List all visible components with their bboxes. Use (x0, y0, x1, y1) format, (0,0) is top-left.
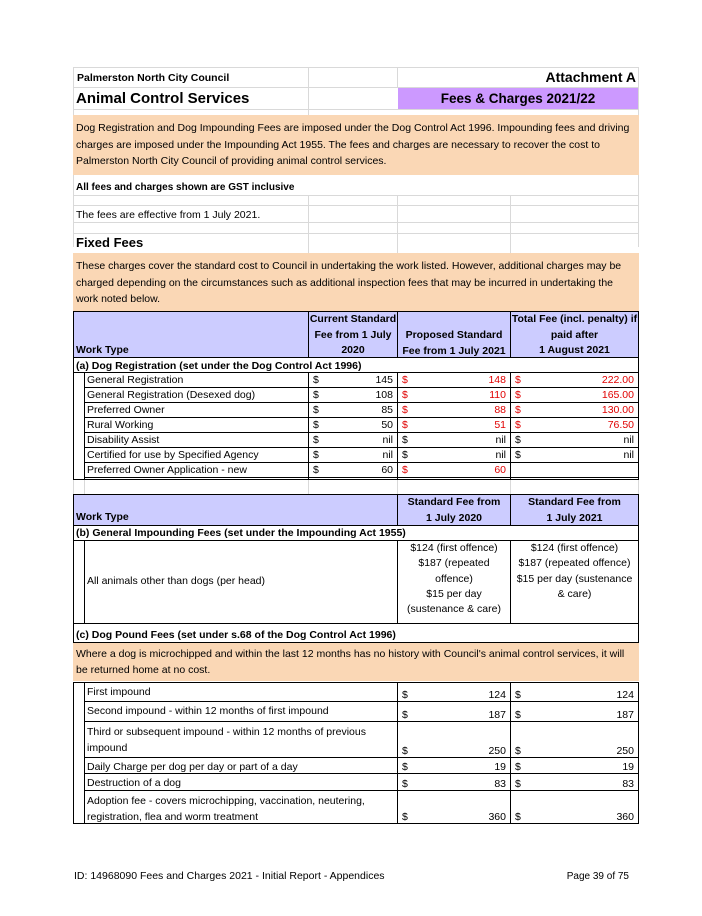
currency-symbol: $ (515, 709, 521, 721)
total-fee: 76.50 (607, 419, 634, 431)
fixed-fees-heading: Fixed Fees (76, 235, 144, 250)
table2-col-2021: Standard Fee from 1 July 2021 (528, 496, 621, 524)
currency-symbol: $ (402, 449, 408, 461)
fee-2021: 83 (622, 778, 634, 790)
currency-symbol: $ (515, 449, 521, 461)
table-row (73, 463, 639, 478)
currency-symbol: $ (515, 761, 521, 773)
pound-fee-item-name: Second impound - within 12 months of first impound (87, 705, 329, 717)
table2-section-b: (b) General Impounding Fees (set under the Impounding Act 1955) (76, 527, 406, 539)
fee-2020: 124 (488, 689, 506, 701)
table-row (73, 373, 639, 388)
table1-col-total: Total Fee (incl. penalty) if paid after 1 August 2021 (511, 313, 638, 356)
currency-symbol: $ (402, 464, 408, 476)
proposed-fee: nil (495, 449, 506, 461)
council-name: Palmerston North City Council (77, 72, 230, 84)
currency-symbol: $ (515, 389, 521, 401)
currency-symbol: $ (515, 689, 521, 701)
pound-fee-item-name: First impound (87, 686, 151, 698)
table1-col-proposed: Proposed Standard Fee from 1 July 2021 (402, 329, 506, 357)
currency-symbol: $ (313, 374, 319, 386)
currency-symbol: $ (402, 761, 408, 773)
total-fee: nil (623, 449, 634, 461)
table-row (73, 702, 639, 722)
current-fee: 50 (381, 419, 393, 431)
effective-note: The fees are effective from 1 July 2021. (76, 209, 261, 221)
current-fee: nil (382, 449, 393, 461)
table-row (73, 774, 639, 791)
proposed-fee: 88 (494, 404, 506, 416)
current-fee: nil (382, 434, 393, 446)
fee-2020: 83 (494, 778, 506, 790)
currency-symbol: $ (402, 811, 408, 823)
currency-symbol: $ (402, 434, 408, 446)
fee-2021: 187 (616, 709, 634, 721)
total-fee: 222.00 (601, 374, 634, 386)
proposed-fee: 110 (489, 389, 506, 401)
fee-2021: 250 (616, 745, 634, 757)
total-fee: nil (623, 434, 634, 446)
fee-item-name: General Registration (87, 374, 184, 386)
fee-item-name: Preferred Owner Application - new (87, 464, 247, 476)
table-row (73, 683, 639, 702)
currency-symbol: $ (515, 404, 521, 416)
currency-symbol: $ (402, 778, 408, 790)
fee-2020: 19 (494, 761, 506, 773)
section-title: Animal Control Services (76, 90, 250, 107)
table-row (73, 722, 639, 758)
pound-fee-item-name: Destruction of a dog (87, 777, 181, 789)
table1-col-current: Current Standard Fee from 1 July 2020 (309, 313, 397, 356)
fee-item-name: General Registration (Desexed dog) (87, 389, 256, 401)
pound-fee-item-name: Adoption fee - covers microchipping, vaccination, neutering, registration, flea and worm treatment (87, 795, 365, 823)
current-fee: 108 (375, 389, 393, 401)
fee-item-name: Certified for use by Specified Agency (87, 449, 259, 461)
currency-symbol: $ (402, 404, 408, 416)
currency-symbol: $ (313, 389, 319, 401)
pound-description: Where a dog is microchipped and within the last 12 months has no history with Council's animal control services, it will be returned home at no cost. (73, 643, 639, 681)
proposed-fee: nil (495, 434, 506, 446)
intro-text: Dog Registration and Dog Impounding Fees are imposed under the Dog Control Act 1996. Impounding fees and driving charges are imposed under the Impounding Act 1955. The fees and charges are necessary to recover the cost to Palmerston North City Council of providing animal control services. (73, 115, 639, 175)
currency-symbol: $ (402, 689, 408, 701)
currency-symbol: $ (313, 464, 319, 476)
impound-row-label: All animals other than dogs (per head) (87, 575, 266, 587)
currency-symbol: $ (402, 374, 408, 386)
gst-note: All fees and charges shown are GST inclusive (76, 182, 295, 193)
table-row (73, 758, 639, 774)
currency-symbol: $ (402, 745, 408, 757)
currency-symbol: $ (515, 374, 521, 386)
table-row (73, 403, 639, 418)
fee-2021: 360 (616, 811, 634, 823)
impound-fee-2020: $124 (first offence) $187 (repeated offence) $15 per day (sustenance & care) (407, 542, 501, 616)
table-row (73, 433, 639, 448)
currency-symbol: $ (402, 389, 408, 401)
table1-section-a: (a) Dog Registration (set under the Dog Control Act 1996) (76, 360, 362, 372)
total-fee: 165.00 (601, 389, 634, 401)
attachment-label: Attachment A (545, 69, 636, 85)
currency-symbol: $ (402, 709, 408, 721)
currency-symbol: $ (313, 434, 319, 446)
currency-symbol: $ (515, 778, 521, 790)
currency-symbol: $ (515, 419, 521, 431)
currency-symbol: $ (515, 811, 521, 823)
fees-title: Fees & Charges 2021/22 (398, 88, 638, 109)
fee-2020: 360 (488, 811, 506, 823)
fee-2021: 124 (616, 689, 634, 701)
table-row (73, 388, 639, 403)
page-number: Page 39 of 75 (566, 871, 629, 882)
current-fee: 60 (381, 464, 393, 476)
current-fee: 145 (375, 374, 393, 386)
table-row (73, 448, 639, 463)
table-row (73, 418, 639, 433)
pound-fee-item-name: Daily Charge per dog per day or part of a day (87, 761, 298, 773)
currency-symbol: $ (515, 745, 521, 757)
currency-symbol: $ (515, 434, 521, 446)
fixed-fees-description: These charges cover the standard cost to Council in undertaking the work listed. However, additional charges may be charged depending on the circumstances such as additional inspection fees that may be incurred in undertaking the work noted below. (73, 253, 639, 311)
currency-symbol: $ (402, 419, 408, 431)
proposed-fee: 51 (494, 419, 506, 431)
table2-col-2020: Standard Fee from 1 July 2020 (407, 496, 501, 524)
table2-col-work-type: Work Type (76, 511, 129, 523)
pound-fee-item-name: Third or subsequent impound - within 12 months of previous impound (87, 726, 366, 754)
currency-symbol: $ (313, 404, 319, 416)
current-fee: 85 (381, 404, 393, 416)
currency-symbol: $ (313, 449, 319, 461)
fee-2021: 19 (622, 761, 634, 773)
table-row (73, 791, 639, 824)
proposed-fee: 148 (488, 374, 506, 386)
table2-section-c: (c) Dog Pound Fees (set under s.68 of the Dog Control Act 1996) (76, 629, 396, 641)
impound-fee-2021: $124 (first offence) $187 (repeated offence) $15 per day (sustenance & care) (516, 542, 633, 600)
fee-2020: 187 (488, 709, 506, 721)
table1-col-work-type: Work Type (76, 344, 129, 356)
currency-symbol: $ (313, 419, 319, 431)
fee-2020: 250 (488, 745, 506, 757)
fee-item-name: Disability Assist (87, 434, 160, 446)
footer-id: ID: 14968090 Fees and Charges 2021 - Initial Report - Appendices (74, 870, 385, 882)
fee-item-name: Preferred Owner (87, 404, 165, 416)
fee-item-name: Rural Working (87, 419, 154, 431)
total-fee: 130.00 (601, 404, 634, 416)
proposed-fee: 60 (494, 464, 506, 476)
